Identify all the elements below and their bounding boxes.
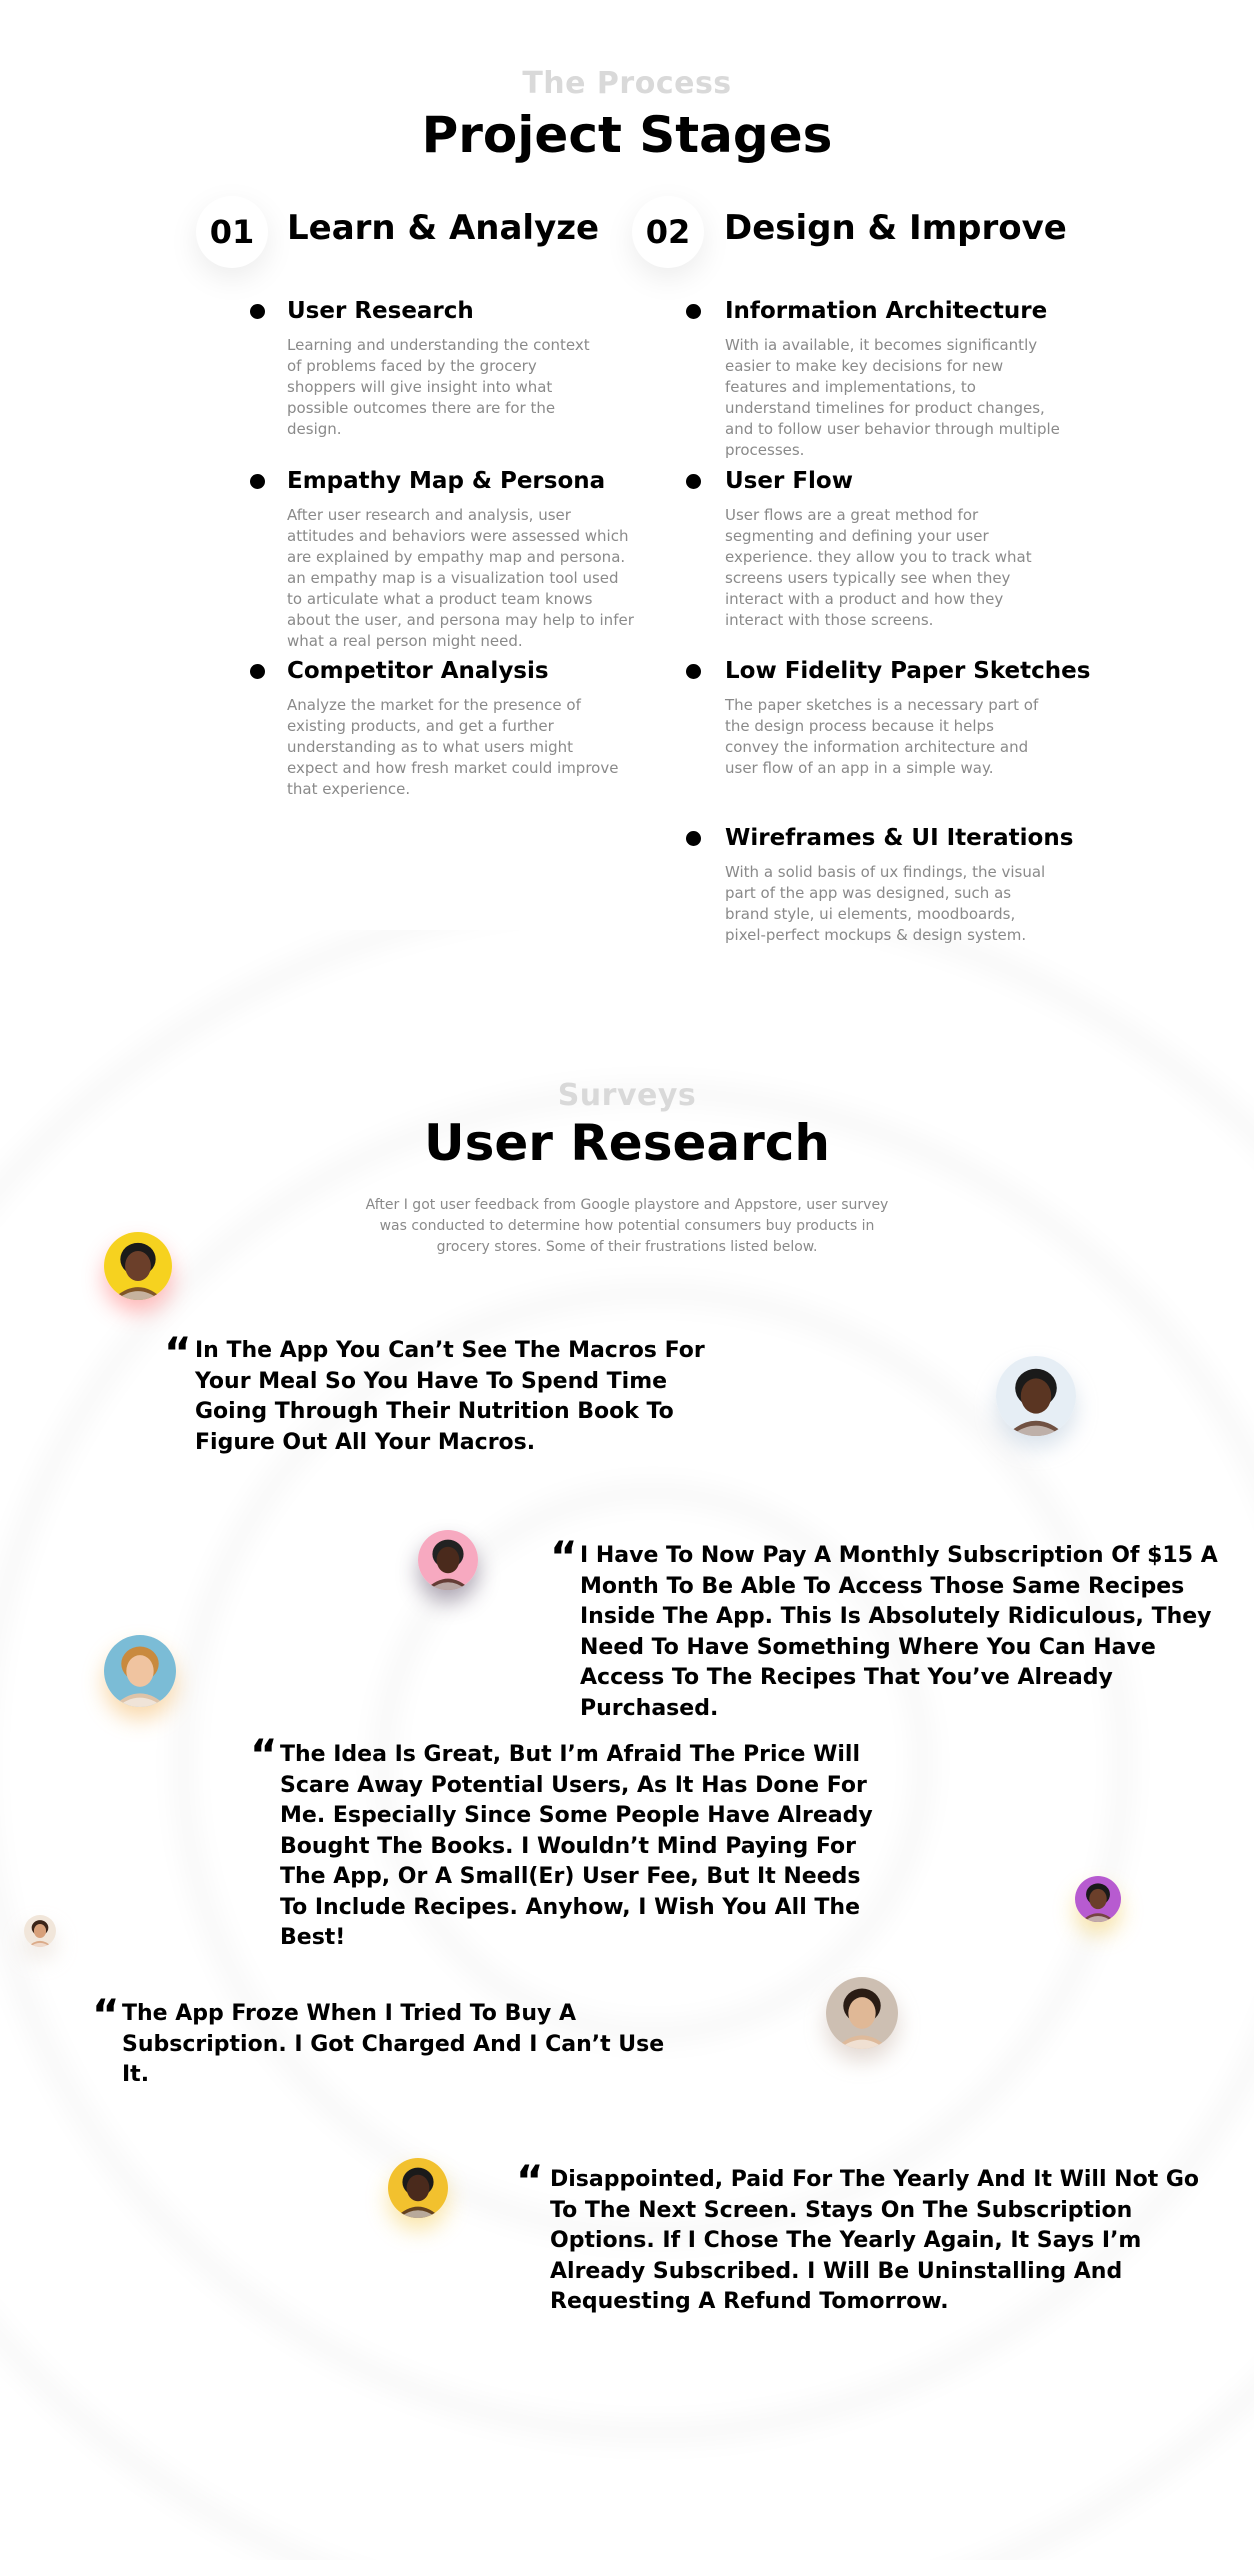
quote-icon: “: [550, 1532, 578, 1581]
bullet-icon: [686, 664, 701, 679]
stage-1-number: 01: [196, 196, 268, 268]
item-title: User Research: [287, 298, 474, 324]
research-title: User Research: [423, 1114, 831, 1172]
quote-text: The Idea Is Great, But I’m Afraid The Price Will Scare Away Potential Users, As It Has Done For Me. Especially Since Some People Have Already Bought The Books. I Wouldn’t Mind Paying For The App, Or A Small(Er) User Fee, But It Needs To Include Recipes. Anyhow, I Wish You All The Best!: [280, 1742, 873, 1950]
stage-2-title: Design & Improve: [724, 208, 1067, 248]
item-title: Competitor Analysis: [287, 658, 549, 684]
item-description: With a solid basis of ux findings, the visual part of the app was designed, such as brand style, ui elements, moodboards, pixel-perfect mockups & design system.: [725, 863, 1046, 944]
item-description: Analyze the market for the presence of existing products, and get a further understanding as to what users might expect and how fresh market could improve that experience.: [287, 696, 619, 798]
process-eyebrow: The Process: [522, 66, 732, 101]
bullet-icon: [250, 304, 265, 319]
stage-1-title: Learn & Analyze: [287, 208, 600, 248]
quote-icon: “: [92, 1990, 120, 2039]
bullet-icon: [686, 474, 701, 489]
avatar-woman-yellow-bg: [104, 1232, 172, 1300]
avatar-bearded-man: [826, 1977, 898, 2049]
item-title: Empathy Map & Persona: [287, 468, 606, 494]
item-description: The paper sketches is a necessary part of the design process because it helps convey the information architecture and user flow of an app in a simple way.: [725, 696, 1039, 777]
item-description: User flows are a great method for segmenting and defining your user experience. they allow you to track what screens users typically see when they interact with a product and how they interact with those screens.: [725, 506, 1032, 629]
item-title: Low Fidelity Paper Sketches: [725, 658, 1091, 684]
quote-text: In The App You Can’t See The Macros For Your Meal So You Have To Spend Time Going Through Their Nutrition Book To Figure Out All Your Macros.: [195, 1338, 705, 1455]
research-intro: After I got user feedback from Google playstore and Appstore, user survey was conducted to determine how potential consumers buy products in grocery stores. Some of their frustrations listed below.: [365, 1197, 889, 1255]
item-description: Learning and understanding the context of problems faced by the grocery shoppers will give insight into what possible outcomes there are for the design.: [287, 336, 590, 438]
quote-text: The App Froze When I Tried To Buy A Subscription. I Got Charged And I Can’t Use It.: [122, 2001, 665, 2087]
quote-text: Disappointed, Paid For The Yearly And It Will Not Go To The Next Screen. Stays On The Subscription Options. If I Chose The Yearly Again, It Says I’m Already Subscribed. I Will Be Uninstalling And Requesting A Refund Tomorrow.: [550, 2167, 1200, 2314]
quote-icon: “: [516, 2156, 544, 2205]
avatar-man-smiling: [996, 1356, 1076, 1436]
avatar-woman-small: [24, 1915, 56, 1947]
item-description: After user research and analysis, user attitudes and behaviors were assessed which are explained by empathy map and persona. an empathy map is a visualization tool used to articulate what a product team knows about the user, and persona may help to infer what a real person might need.: [287, 506, 634, 650]
quote-icon: “: [164, 1328, 192, 1377]
avatar-woman-yellow-circle: [388, 2158, 448, 2218]
avatar-woman-purple-bg: [1075, 1876, 1121, 1922]
avatar-young-man-blue-bg: [104, 1635, 176, 1707]
item-title: Information Architecture: [725, 298, 1048, 324]
bullet-icon: [250, 664, 265, 679]
item-title: Wireframes & UI Iterations: [725, 825, 1074, 851]
item-title: User Flow: [725, 468, 853, 494]
bullet-icon: [686, 304, 701, 319]
quote-icon: “: [250, 1730, 278, 1779]
bullet-icon: [686, 831, 701, 846]
stage-2-number: 02: [632, 196, 704, 268]
bullet-icon: [250, 474, 265, 489]
process-title: Project Stages: [421, 106, 833, 164]
quote-text: I Have To Now Pay A Monthly Subscription Of $15 A Month To Be Able To Access Those Same Recipes Inside The App. This Is Absolutely Ridiculous, They Need To Have Something Where You Can Have Access To The Recipes That You’ve Already Purchased.: [580, 1543, 1218, 1721]
avatar-bald-man-pink-bg: [418, 1530, 478, 1590]
item-description: With ia available, it becomes significantly easier to make key decisions for new features and implementations, to understand timelines for product changes, and to follow user behavior through multiple processes.: [725, 336, 1060, 459]
research-eyebrow: Surveys: [557, 1078, 697, 1113]
